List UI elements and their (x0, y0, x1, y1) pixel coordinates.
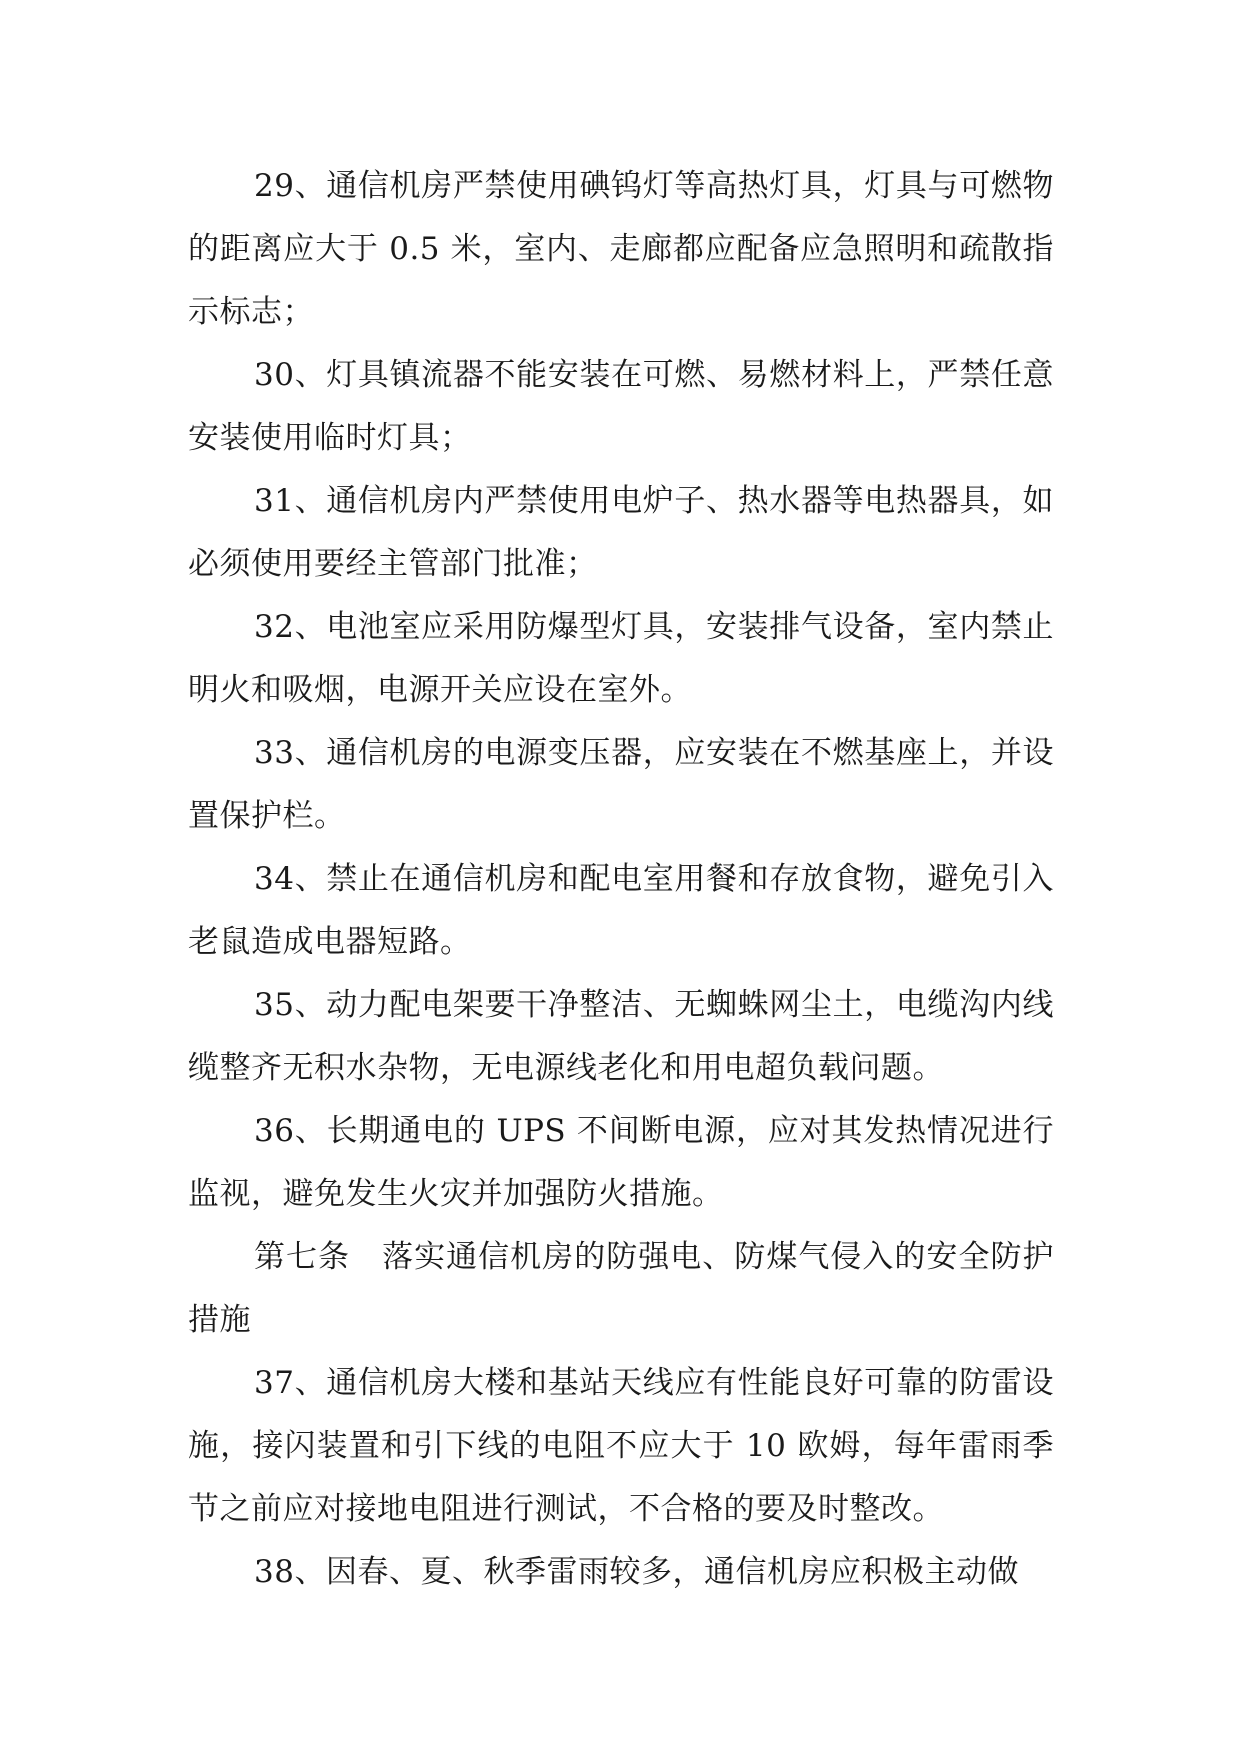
paragraph-item-33: 33、通信机房的电源变压器，应安装在不燃基座上，并设置保护栏。 (188, 735, 1054, 834)
paragraph-item-29: 29、通信机房严禁使用碘钨灯等高热灯具，灯具与可燃物的距离应大于 0.5 米，室内、走廊都应配备应急照明和疏散指示标志； (188, 168, 1054, 330)
paragraph-item-36: 36、长期通电的 UPS 不间断电源，应对其发热情况进行监视，避免发生火灾并加强防火措施。 (188, 1113, 1054, 1212)
paragraph-item-32: 32、电池室应采用防爆型灯具，安装排气设备，室内禁止明火和吸烟，电源开关应设在室外。 (188, 609, 1054, 708)
paragraph-item-31: 31、通信机房内严禁使用电炉子、热水器等电热器具，如必须使用要经主管部门批准； (188, 483, 1054, 582)
paragraph-item-37: 37、通信机房大楼和基站天线应有性能良好可靠的防雷设施，接闪装置和引下线的电阻不应大于 10 欧姆，每年雷雨季节之前应对接地电阻进行测试，不合格的要及时整改。 (188, 1365, 1054, 1527)
paragraph-item-35: 35、动力配电架要干净整洁、无蜘蛛网尘土，电缆沟内线缆整齐无积水杂物，无电源线老化和用电超负载问题。 (188, 987, 1054, 1086)
paragraph-item-34: 34、禁止在通信机房和配电室用餐和存放食物，避免引入老鼠造成电器短路。 (188, 861, 1054, 960)
paragraph-item-30: 30、灯具镇流器不能安装在可燃、易燃材料上，严禁任意安装使用临时灯具； (188, 357, 1054, 456)
document-body (188, 155, 1054, 1604)
paragraph-item-38: 38、因春、夏、秋季雷雨较多，通信机房应积极主动做 (254, 1554, 1019, 1590)
section-heading-article-7: 第七条 落实通信机房的防强电、防煤气侵入的安全防护措施 (188, 1239, 1054, 1338)
